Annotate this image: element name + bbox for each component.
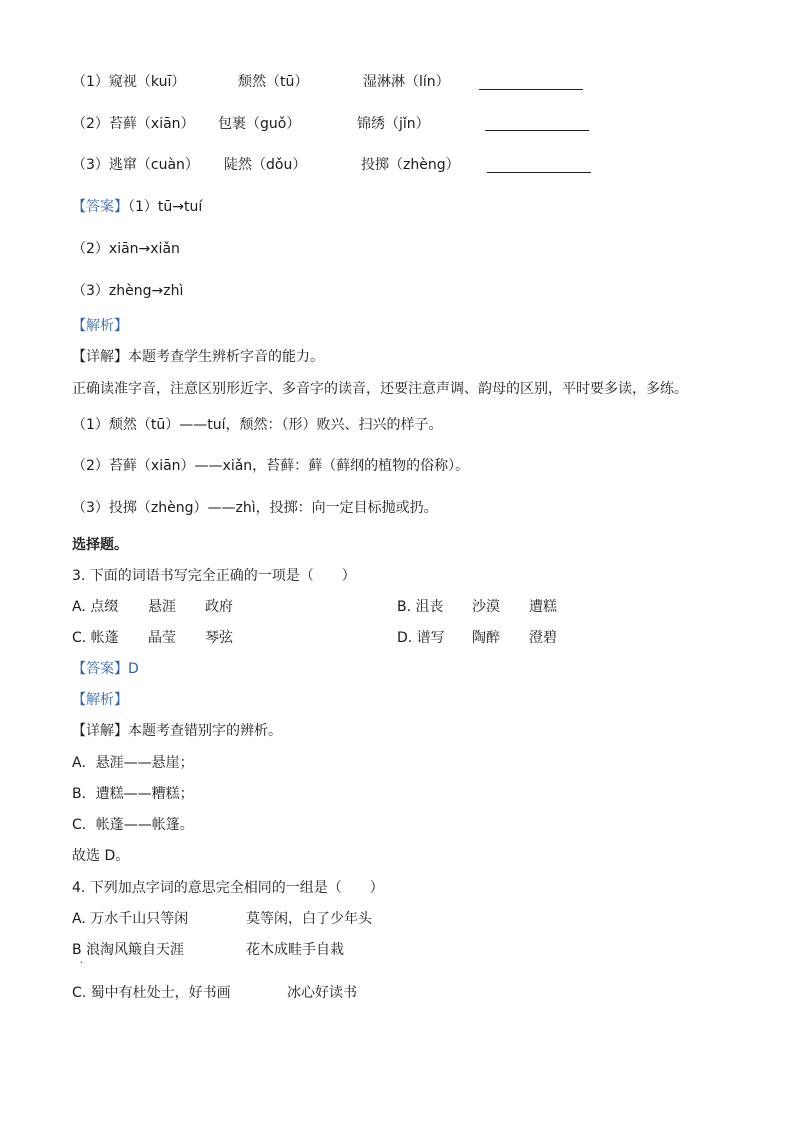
row1-item-a: （1）窥视（kuī） [72, 74, 186, 90]
q3-option-b-2: 沙漠 [472, 599, 500, 615]
answer-line-3: （3）zhèng→zhì [72, 283, 184, 299]
answer-tag: 【答案】 [72, 199, 128, 215]
analysis-tag: 【解析】 [72, 318, 128, 334]
q4-option-a-1: A. 万水千山只等闲 [72, 911, 189, 927]
explanation-2: （2）苔藓（xiān）——xiǎn，苔藓：藓（藓纲的植物的俗称）。 [72, 458, 470, 474]
q3-reason-c: C．帐蓬——帐篷。 [72, 817, 194, 833]
q3-option-a-3: 政府 [205, 599, 233, 615]
section-title: 选择题。 [72, 537, 128, 553]
row2-item-b: 包裹（guǒ） [218, 116, 301, 132]
q3-option-d-2: 陶醉 [472, 630, 500, 646]
q3-reason-b: B．遭糕——糟糕； [72, 786, 194, 802]
q3-stem: 3. 下面的词语书写完全正确的一项是（ ） [72, 568, 356, 584]
explanation-1: （1）颓然（tū）——tuí，颓然：（形）败兴、扫兴的样子。 [72, 417, 443, 433]
row3-item-b: 陡然（dǒu） [224, 157, 307, 173]
row3-item-a: （3）逃窜（cuàn） [72, 157, 199, 173]
q3-option-c-1: C. 帐蓬 [72, 630, 119, 646]
q3-detail: 【详解】本题考查错别字的辨析。 [72, 723, 282, 739]
answer-line-2: （2）xiān→xiǎn [72, 241, 180, 257]
q4-option-b-1: B 浪淘风簸自天涯 [72, 942, 185, 958]
answer-blank-3 [487, 172, 591, 173]
emphasis-dot: · [80, 958, 84, 969]
explanation-3: （3）投掷（zhèng）——zhì，投掷：向一定目标抛或扔。 [72, 500, 438, 516]
answer-blank-1 [479, 89, 583, 90]
row2-item-a: （2）苔藓（xiān） [72, 116, 195, 132]
analysis-detail: 【详解】本题考查学生辨析字音的能力。 [72, 349, 324, 365]
analysis-paragraph: 正确读准字音，注意区别形近字、多音字的读音，还要注意声调、韵母的区别，平时要多读，多练。 [72, 381, 688, 397]
q4-stem: 4. 下列加点字词的意思完全相同的一组是（ ） [72, 880, 384, 896]
q3-answer: 【答案】D [72, 661, 139, 677]
answer-text-1: （1）tū→tuí [128, 199, 203, 215]
q3-option-b-3: 遭糕 [529, 599, 557, 615]
q4-option-a-2: 莫等闲，白了少年头 [246, 911, 372, 927]
q3-option-b-1: B. 沮丧 [397, 599, 444, 615]
q3-conclusion: 故选 D。 [72, 848, 130, 864]
q3-option-d-1: D. 谱写 [397, 630, 445, 646]
q3-analysis-tag: 【解析】 [72, 692, 128, 708]
q4-option-c-2: 冰心好读书 [287, 985, 357, 1001]
q3-reason-a: A．悬涯——悬崖； [72, 755, 194, 771]
q3-option-a-2: 悬涯 [148, 599, 176, 615]
answer-line-1 [72, 198, 202, 216]
q3-option-d-3: 澄碧 [529, 630, 557, 646]
row1-item-b: 颓然（tū） [238, 74, 309, 90]
q3-option-a-1: A. 点缀 [72, 599, 119, 615]
row3-item-c: 投掷（zhèng） [361, 157, 460, 173]
q4-option-c-1: C. 蜀中有杜处士，好书画 [72, 985, 231, 1001]
row1-item-c: 湿淋淋（lín） [363, 74, 450, 90]
q3-option-c-2: 晶莹 [148, 630, 176, 646]
q3-option-c-3: 琴弦 [205, 630, 233, 646]
row2-item-c: 锦绣（jǐn） [357, 116, 430, 132]
q4-option-b-2: 花木成畦手自栽 [246, 942, 344, 958]
answer-blank-2 [485, 130, 589, 131]
